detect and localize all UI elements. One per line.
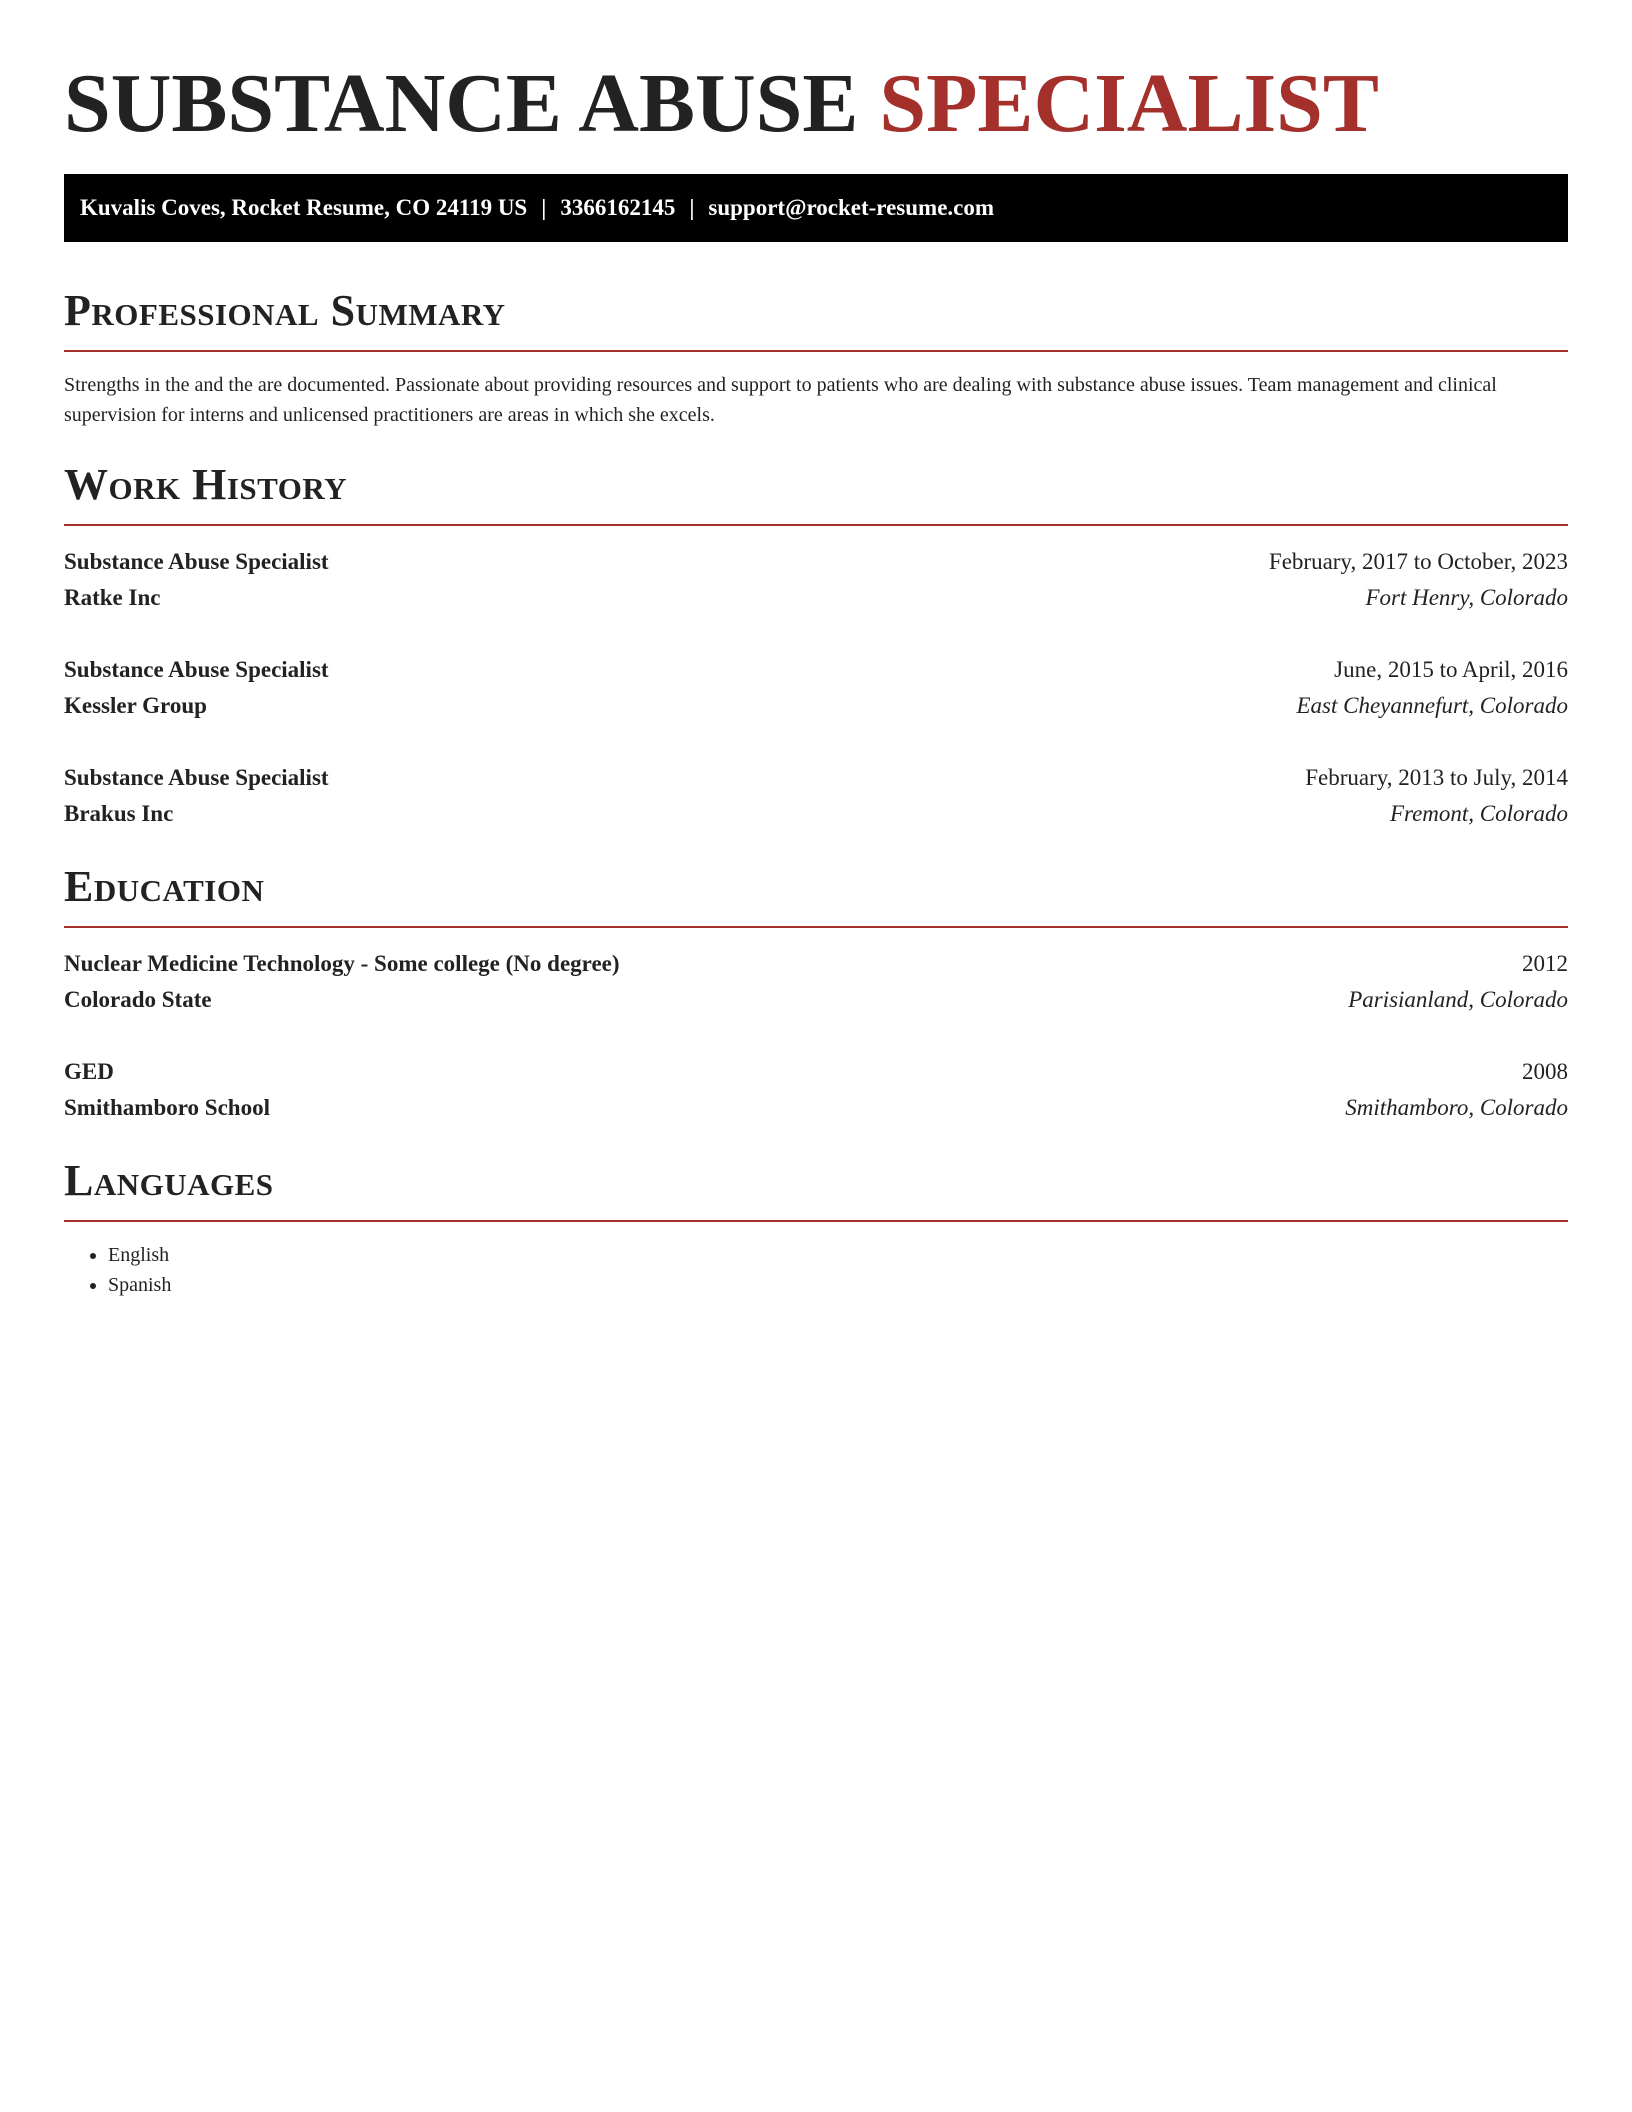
job-company: Ratke Inc <box>64 585 161 610</box>
degree-year: 2008 <box>1522 1059 1568 1084</box>
summary-section <box>64 286 1568 430</box>
education-section <box>64 862 1568 1126</box>
job-dates: February, 2013 to July, 2014 <box>1305 765 1568 790</box>
education-list <box>64 946 1568 1126</box>
languages-list <box>64 1240 1568 1300</box>
language-item: • Spanish <box>108 1270 1568 1300</box>
contact-address: Kuvalis Coves, Rocket Resume, CO 24119 US <box>80 195 528 220</box>
school-location: Smithamboro, Colorado <box>1345 1095 1568 1120</box>
section-divider <box>64 524 1568 526</box>
degree-name: GED <box>64 1059 114 1084</box>
education-heading: Education <box>64 862 265 911</box>
languages-heading: Languages <box>64 1156 274 1205</box>
section-divider <box>64 926 1568 928</box>
section-divider <box>64 350 1568 352</box>
job-location: East Cheyannefurt, Colorado <box>1296 693 1568 718</box>
title-accent: SPECIALIST <box>879 57 1379 150</box>
work-history-list <box>64 544 1568 832</box>
education-entry <box>64 946 1568 1018</box>
job-title: Substance Abuse Specialist <box>64 549 329 574</box>
contact-email[interactable]: support@rocket-resume.com <box>708 195 995 220</box>
languages-section <box>64 1156 1568 1300</box>
resume-page <box>64 0 1568 1300</box>
language-item: • English <box>108 1240 1568 1270</box>
title-main: SUBSTANCE ABUSE <box>64 57 859 150</box>
work-history-section <box>64 460 1568 832</box>
work-entry <box>64 544 1568 616</box>
job-dates: February, 2017 to October, 2023 <box>1268 549 1568 574</box>
section-divider <box>64 1220 1568 1222</box>
school-name: Smithamboro School <box>64 1095 270 1120</box>
job-location: Fremont, Colorado <box>1389 801 1568 826</box>
job-title: Substance Abuse Specialist <box>64 657 329 682</box>
job-company: Brakus Inc <box>64 801 174 826</box>
summary-text: Strengths in the and the are documented. Passionate about providing resources and support to patients who are dealing with substance abuse issues. Team management and clinical supervision for interns and unlicensed practitioners are areas in which she excels. <box>64 374 1497 426</box>
school-location: Parisianland, Colorado <box>1348 987 1568 1012</box>
school-name: Colorado State <box>64 987 212 1012</box>
contact-separator: | <box>689 195 695 220</box>
job-location: Fort Henry, Colorado <box>1365 585 1568 610</box>
resume-title <box>64 0 1568 154</box>
degree-name: Nuclear Medicine Technology - Some college (No degree) <box>64 951 620 976</box>
job-dates: June, 2015 to April, 2016 <box>1334 657 1568 682</box>
degree-year: 2012 <box>1522 951 1568 976</box>
work-entry <box>64 652 1568 724</box>
job-company: Kessler Group <box>64 693 207 718</box>
work-history-heading: Work History <box>64 460 348 509</box>
contact-separator: | <box>541 195 547 220</box>
summary-heading: Professional Summary <box>64 286 506 335</box>
education-entry <box>64 1054 1568 1126</box>
contact-phone: 3366162145 <box>560 195 676 220</box>
contact-bar <box>64 174 1568 242</box>
job-title: Substance Abuse Specialist <box>64 765 329 790</box>
work-entry <box>64 760 1568 832</box>
